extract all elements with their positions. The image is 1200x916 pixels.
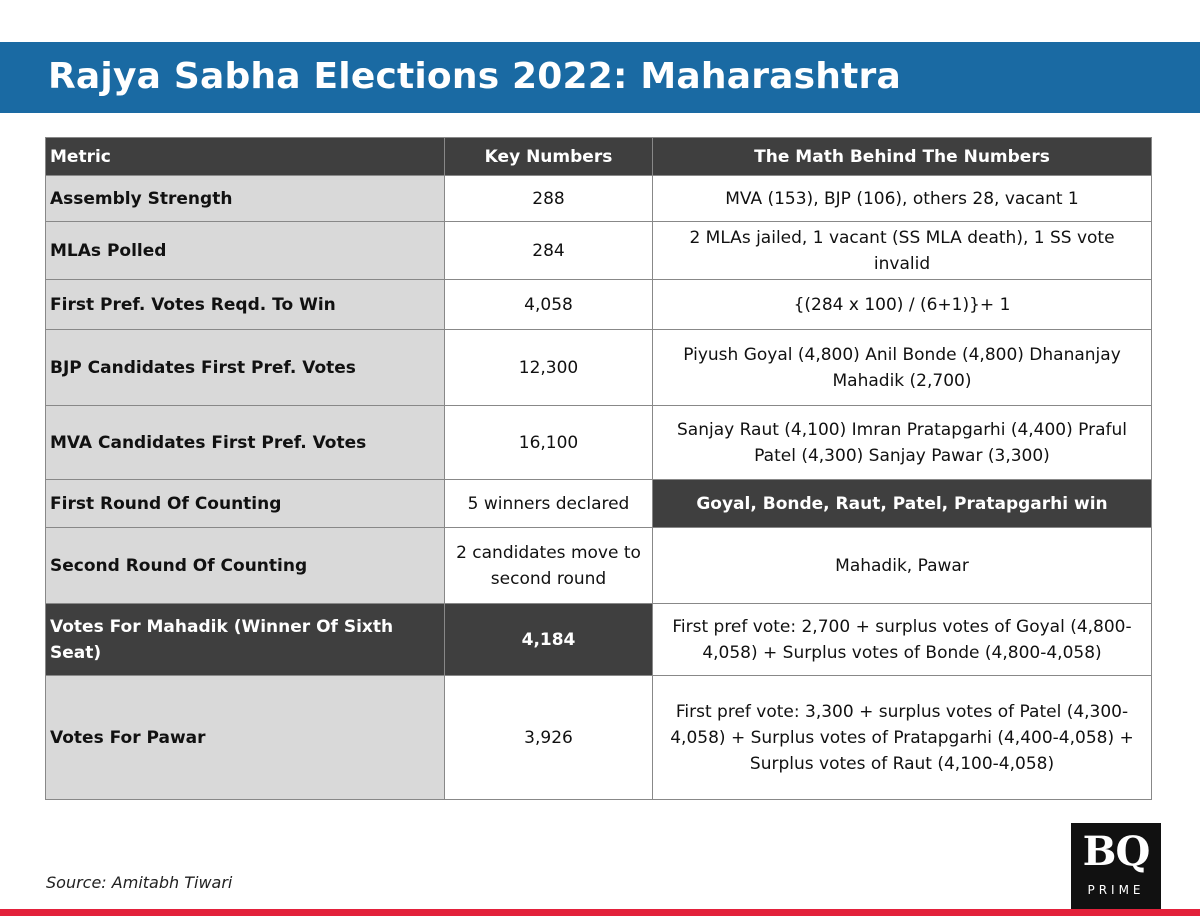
row-math: First pref vote: 3,300 + surplus votes of Patel (4,300-4,058) + Surplus votes of Pratapgarhi (4,400-4,058) + Surplus votes of Raut (4,100-4,058) [653, 676, 1152, 800]
row-key-number: 12,300 [445, 330, 653, 406]
column-header-key-numbers: Key Numbers [445, 138, 653, 176]
row-metric: Votes For Pawar [46, 676, 445, 800]
row-key-number: 16,100 [445, 406, 653, 480]
column-header-metric: Metric [46, 138, 445, 176]
row-metric: MVA Candidates First Pref. Votes [46, 406, 445, 480]
row-metric: First Round Of Counting [46, 480, 445, 528]
bq-prime-logo [1071, 823, 1161, 910]
row-metric: First Pref. Votes Reqd. To Win [46, 280, 445, 330]
table-row [46, 176, 1152, 222]
row-key-number: 288 [445, 176, 653, 222]
table-row [46, 330, 1152, 406]
row-math: Piyush Goyal (4,800) Anil Bonde (4,800) Dhananjay Mahadik (2,700) [653, 330, 1152, 406]
row-math: Mahadik, Pawar [653, 528, 1152, 604]
logo-mark: BQ [1082, 828, 1150, 875]
row-math: First pref vote: 2,700 + surplus votes of Goyal (4,800-4,058) + Surplus votes of Bonde (4,800-4,058) [653, 604, 1152, 676]
row-math: Sanjay Raut (4,100) Imran Pratapgarhi (4,400) Praful Patel (4,300) Sanjay Pawar (3,300) [653, 406, 1152, 480]
row-key-number: 5 winners declared [445, 480, 653, 528]
row-metric: MLAs Polled [46, 222, 445, 280]
table-row [46, 528, 1152, 604]
table-row [46, 406, 1152, 480]
table-row [46, 222, 1152, 280]
row-key-number: 3,926 [445, 676, 653, 800]
column-header-math: The Math Behind The Numbers [653, 138, 1152, 176]
table-row [46, 280, 1152, 330]
table-row [46, 604, 1152, 676]
logo-subtext: PRIME [1087, 883, 1145, 897]
row-key-number: 4,058 [445, 280, 653, 330]
row-key-number-highlight: 4,184 [445, 604, 653, 676]
row-key-number: 284 [445, 222, 653, 280]
page-title: Rajya Sabha Elections 2022: Maharashtra [48, 56, 901, 97]
row-key-number: 2 candidates move to second round [445, 528, 653, 604]
title-bar [0, 42, 1200, 113]
row-metric-highlight: Votes For Mahadik (Winner Of Sixth Seat) [46, 604, 445, 676]
row-metric: BJP Candidates First Pref. Votes [46, 330, 445, 406]
row-metric: Assembly Strength [46, 176, 445, 222]
row-math: 2 MLAs jailed, 1 vacant (SS MLA death), 1 SS vote invalid [653, 222, 1152, 280]
source-note: Source: Amitabh Tiwari [46, 873, 233, 892]
bottom-accent-bar [0, 909, 1200, 916]
row-math: MVA (153), BJP (106), others 28, vacant 1 [653, 176, 1152, 222]
row-metric: Second Round Of Counting [46, 528, 445, 604]
table-row [46, 480, 1152, 528]
row-math: {(284 x 100) / (6+1)}+ 1 [653, 280, 1152, 330]
data-table [45, 137, 1152, 800]
table-header-row [46, 138, 1152, 176]
row-math-highlight: Goyal, Bonde, Raut, Patel, Pratapgarhi win [653, 480, 1152, 528]
table-row [46, 676, 1152, 800]
